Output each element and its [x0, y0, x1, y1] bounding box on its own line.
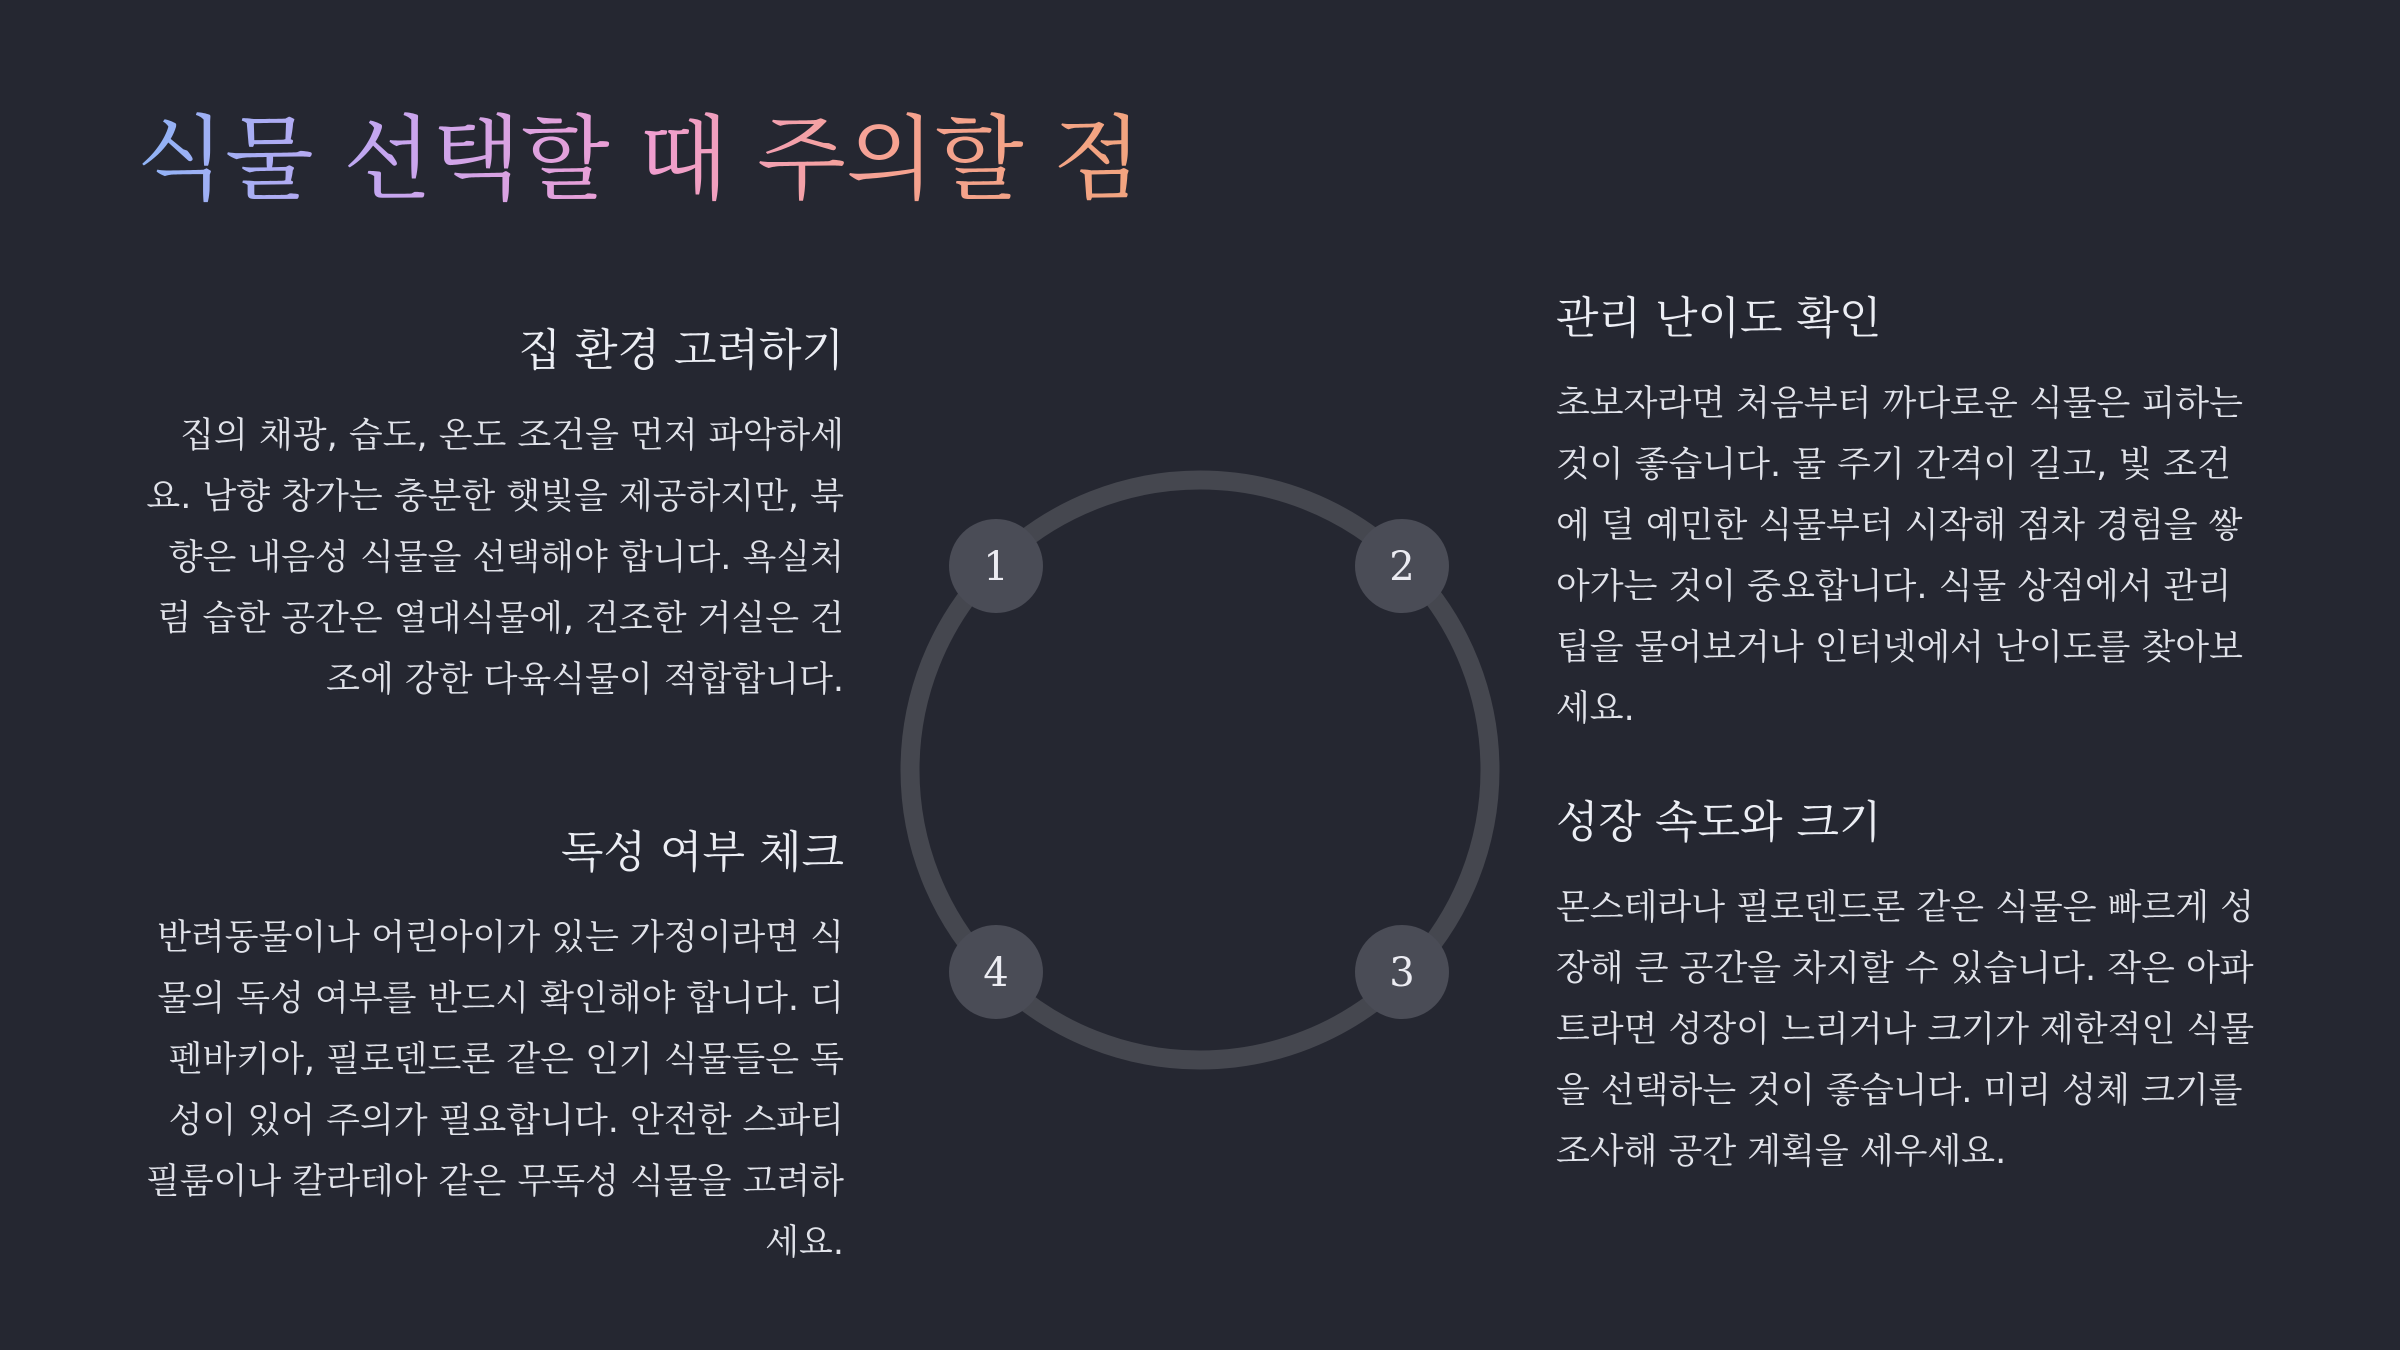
tip-block-toxicity [136, 822, 844, 1274]
tip-body: 초보자라면 처음부터 까다로운 식물은 피하는 것이 좋습니다. 물 주기 간격이 길고, 빛 조건에 덜 예민한 식물부터 시작해 점차 경험을 쌓아가는 것이 중요합니다. 식물 상점에서 관리 팁을 물어보거나 인터넷에서 난이도를 찾아보세요. [1556, 384, 2243, 729]
page-title: 식물 선택할 때 주의할 점 [136, 100, 1142, 220]
cycle-diagram [900, 470, 1500, 1070]
tip-block-growth [1556, 792, 2264, 1183]
tip-heading: 성장 속도와 크기 [1556, 797, 1882, 848]
step-number: 1 [983, 544, 1009, 590]
step-badge-1 [949, 519, 1043, 613]
step-badge-4 [949, 925, 1043, 1019]
tip-heading: 집 환경 고려하기 [518, 325, 844, 376]
tip-heading: 독성 여부 체크 [561, 827, 844, 878]
tip-heading: 관리 난이도 확인 [1556, 293, 1882, 344]
step-number: 3 [1389, 950, 1415, 996]
tip-body: 반려동물이나 어린아이가 있는 가정이라면 식물의 독성 여부를 반드시 확인해야 합니다. 디펜바키아, 필로덴드론 같은 인기 식물들은 독성이 있어 주의가 필요합니다. 안전한 스파티필룸이나 칼라테아 같은 무독성 식물을 고려하세요. [145, 918, 844, 1263]
step-badge-2 [1355, 519, 1449, 613]
tip-block-environment [136, 320, 844, 711]
step-badge-3 [1355, 925, 1449, 1019]
tip-body: 집의 채광, 습도, 온도 조건을 먼저 파악하세요. 남향 창가는 충분한 햇빛을 제공하지만, 북향은 내음성 식물을 선택해야 합니다. 욕실처럼 습한 공간은 열대식물에, 건조한 거실은 건조에 강한 다육식물이 적합합니다. [146, 416, 844, 700]
step-number: 2 [1389, 544, 1415, 590]
tip-block-difficulty [1556, 288, 2264, 740]
step-number: 4 [983, 950, 1009, 996]
tip-body: 몬스테라나 필로덴드론 같은 식물은 빠르게 성장해 큰 공간을 차지할 수 있습니다. 작은 아파트라면 성장이 느리거나 크기가 제한적인 식물을 선택하는 것이 좋습니다. 미리 성체 크기를 조사해 공간 계획을 세우세요. [1556, 888, 2255, 1172]
